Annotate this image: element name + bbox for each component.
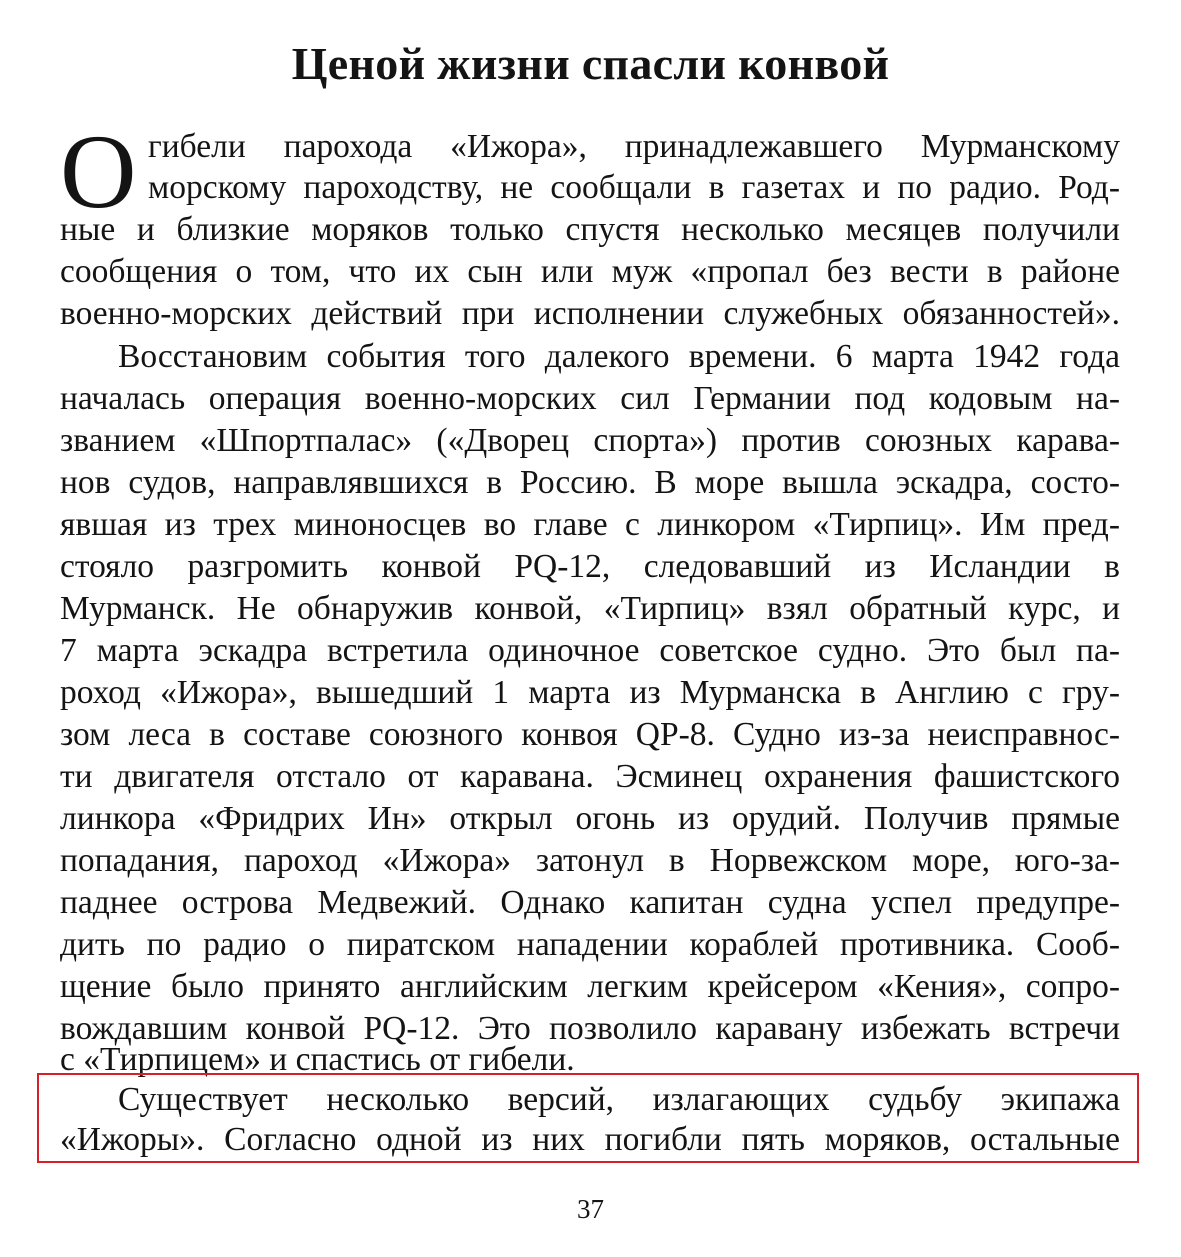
text-line: стояло разгромить конвой PQ-12, следовавший из Исландии в (60, 548, 1120, 585)
text-line: гибели парохода «Ижора», принадлежавшего Мурманскому (148, 128, 1120, 165)
text-line: зом леса в составе союзного конвоя QP-8. Судно из-за неисправнос- (60, 716, 1120, 753)
text-line: ти двигателя отстало от каравана. Эсминец охранения фашистского (60, 758, 1120, 795)
text-line: вождавшим конвой PQ-12. Это позволило каравану избежать встречи (60, 1010, 1120, 1047)
page-number: 37 (577, 1194, 604, 1224)
text-line: попадания, пароход «Ижора» затонул в Норвежском море, юго-за- (60, 842, 1120, 879)
text-line: паднее острова Медвежий. Однако капитан судна успел предупре- (60, 884, 1120, 921)
text-line: Существует несколько версий, излагающих судьбу экипажа (118, 1081, 1120, 1118)
text-line: щение было принято английским легким крейсером «Кения», сопро- (60, 968, 1120, 1005)
text-line: нов судов, направлявшихся в Россию. В море вышла эскадра, состо- (60, 464, 1120, 501)
text-line: Мурманск. Не обнаружив конвой, «Тирпиц» взял обратный курс, и (60, 590, 1120, 627)
text-line: морскому пароходству, не сообщали в газетах и по радио. Род- (148, 169, 1120, 206)
text-line: роход «Ижора», вышедший 1 марта из Мурманска в Англию с гру- (60, 674, 1120, 711)
text-line: с «Тирпицем» и спастись от гибели. (60, 1041, 575, 1078)
text-line: званием «Шпортпалас» («Дворец спорта») против союзных карава- (60, 422, 1120, 459)
text-line: сообщения о том, что их сын или муж «пропал без вести в районе (60, 253, 1120, 290)
text-line: военно-морских действий при исполнении служебных обязанностей». (60, 295, 1120, 332)
text-line: линкора «Фридрих Ин» открыл огонь из орудий. Получив прямые (60, 800, 1120, 837)
text-line: 7 марта эскадра встретила одиночное советское судно. Это был па- (60, 632, 1120, 669)
page-title: Ценой жизни спасли конвой (291, 38, 890, 89)
text-line: «Ижоры». Согласно одной из них погибли пять моряков, остальные (60, 1121, 1120, 1158)
text-line: дить по радио о пиратском нападении кораблей противника. Сооб- (60, 926, 1120, 963)
text-line: ные и близкие моряков только спустя несколько месяцев получили (60, 211, 1120, 248)
text-line: явшая из трех миноносцев во главе с линкором «Тирпиц». Им пред- (60, 506, 1120, 543)
drop-cap-letter: О (60, 113, 137, 230)
text-line: Восстановим события того далекого времени. 6 марта 1942 года (118, 338, 1120, 375)
text-line: началась операция военно-морских сил Германии под кодовым на- (60, 380, 1120, 417)
